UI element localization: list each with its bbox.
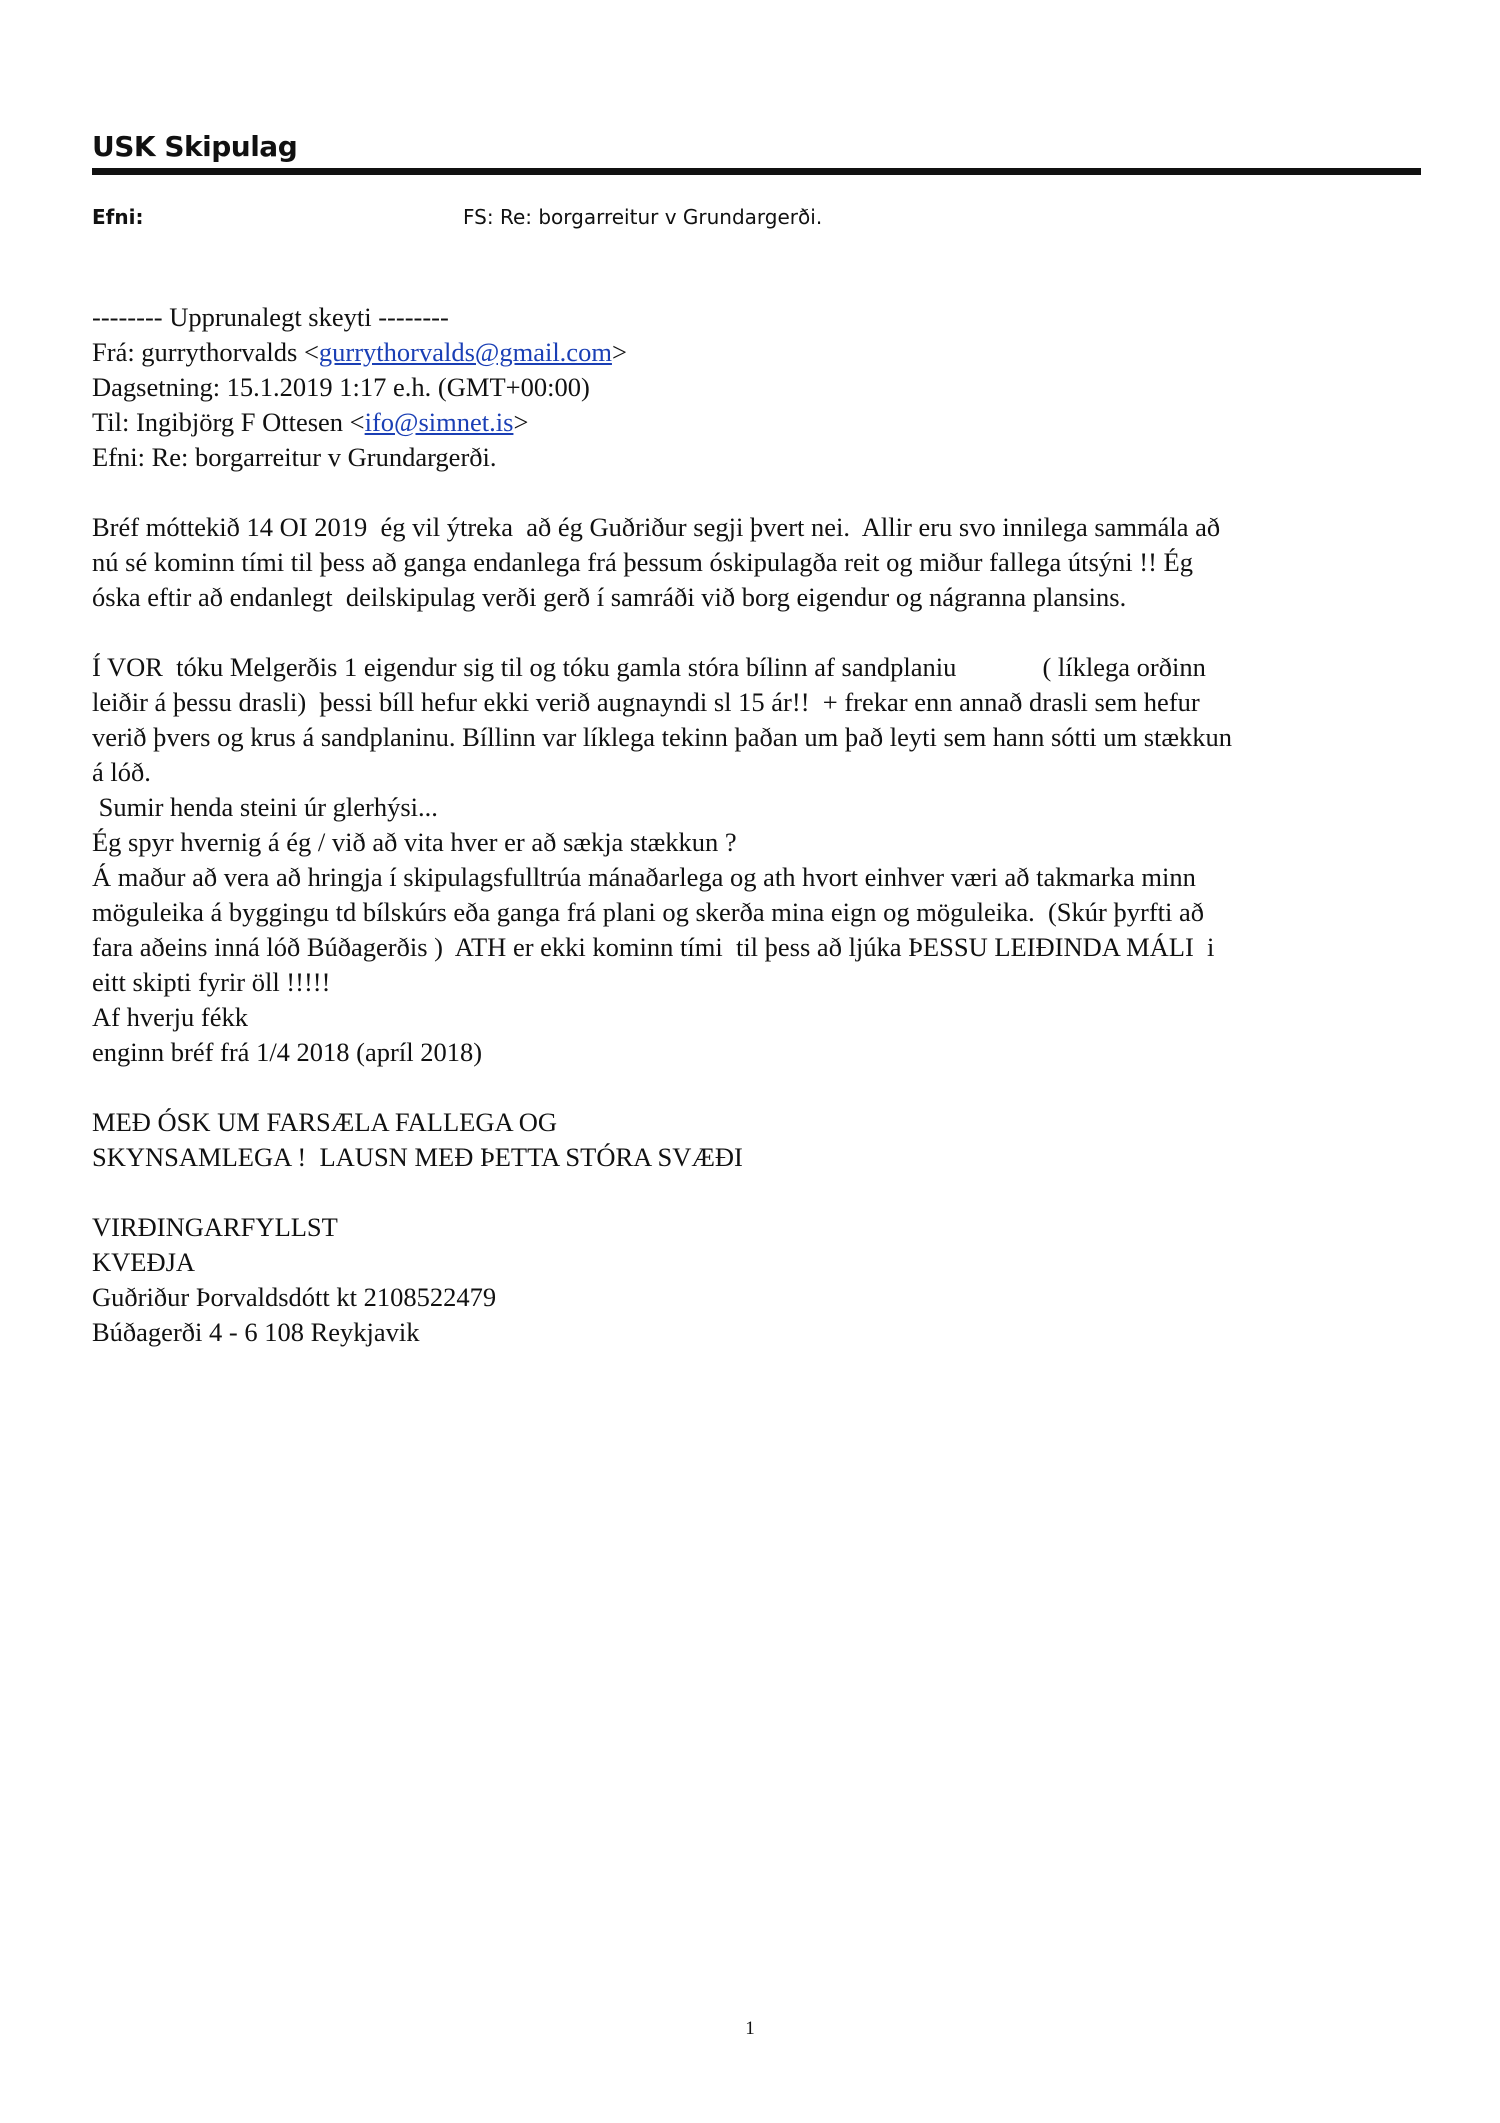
paragraph-2-line: fara aðeins inná lóð Búðagerðis ) ATH er ekki kominn tími til þess að ljúka ÞESSU LEIÐINDA MÁLI i (92, 932, 1215, 962)
paragraph-2-line: möguleika á byggingu td bílskúrs eða ganga frá plani og skerða mina eign og möguleika. (Skúr þyrfti að (92, 897, 1205, 927)
signature-line: KVEÐJA (92, 1247, 196, 1277)
from-suffix: > (611, 337, 627, 367)
paragraph-2-line: Í VOR tóku Melgerðis 1 eigendur sig til og tóku gamla stóra bílinn af sandplaniu ( líklega orðinn (92, 652, 1206, 682)
to-line (92, 405, 1432, 440)
closing-line: SKYNSAMLEGA ! LAUSN MEÐ ÞETTA STÓRA SVÆÐI (92, 1142, 743, 1172)
signature-line: Búðagerði 4 - 6 108 Reykjavik (92, 1317, 420, 1347)
paragraph-2-line: Á maður að vera að hringja í skipulagsfulltrúa mánaðarlega og ath hvort einhver væri að takmarka minn (92, 862, 1196, 892)
paragraph-gap (92, 1175, 1432, 1210)
email-body (92, 300, 1432, 1350)
original-subject-line: Efni: Re: borgarreitur v Grundargerði. (92, 442, 497, 472)
signature-line: Guðriður Þorvaldsdótt kt 2108522479 (92, 1282, 497, 1312)
closing-wish (92, 1105, 1432, 1175)
paragraph-1 (92, 510, 1432, 615)
to-email-link[interactable]: ifo@simnet.is (364, 407, 514, 437)
paragraph-gap (92, 615, 1432, 650)
paragraph-gap (92, 1070, 1432, 1105)
from-email-link[interactable]: gurrythorvalds@gmail.com (318, 337, 612, 367)
paragraph-1-line: Bréf móttekið 14 OI 2019 ég vil ýtreka að ég Guðriður segji þvert nei. Allir eru svo innilega sammála að (92, 512, 1221, 542)
paragraph-2-line: enginn bréf frá 1/4 2018 (apríl 2018) (92, 1037, 483, 1067)
paragraph-2 (92, 650, 1432, 1070)
page-number: 1 (745, 2018, 755, 2039)
subject-value: FS: Re: borgarreitur v Grundargerði. (463, 205, 823, 229)
signature-line: VIRÐINGARFYLLST (92, 1212, 338, 1242)
paragraph-2-line: eitt skipti fyrir öll !!!!! (92, 967, 331, 997)
paragraph-1-line: óska eftir að endanlegt deilskipulag verði gerð í samráði við borg eigendur og nágranna plansins. (92, 582, 1127, 612)
subject-label: Efni: (92, 205, 144, 229)
paragraph-2-line: Af hverju fékk (92, 1002, 248, 1032)
signature-block (92, 1210, 1432, 1350)
original-message-separator: -------- Upprunalegt skeyti -------- (92, 302, 449, 332)
closing-line: MEÐ ÓSK UM FARSÆLA FALLEGA OG (92, 1107, 558, 1137)
paragraph-gap (92, 475, 1432, 510)
from-line (92, 335, 1432, 370)
paragraph-2-line: Sumir henda steini úr glerhýsi... (92, 792, 438, 822)
paragraph-2-line: verið þvers og krus á sandplaninu. Bíllinn var líklega tekinn þaðan um það leyti sem hann sótti um stækkun (92, 722, 1233, 752)
header-rule (92, 168, 1421, 175)
from-prefix: Frá: gurrythorvalds < (92, 337, 319, 367)
to-prefix: Til: Ingibjörg F Ottesen < (92, 407, 365, 437)
paragraph-2-line: Ég spyr hvernig á ég / við að vita hver er að sækja stækkun ? (92, 827, 737, 857)
paragraph-2-line: á lóð. (92, 757, 151, 787)
paragraph-1-line: nú sé kominn tími til þess að ganga endanlega frá þessum óskipulagða reit og miður fallega útsýni !! Ég (92, 547, 1193, 577)
paragraph-2-line: leiðir á þessu drasli) þessi bíll hefur ekki verið augnayndi sl 15 ár!! + frekar enn annað drasli sem hefur (92, 687, 1200, 717)
date-line: Dagsetning: 15.1.2019 1:17 e.h. (GMT+00:00) (92, 372, 590, 402)
to-suffix: > (513, 407, 529, 437)
document-title: USK Skipulag (92, 130, 298, 163)
